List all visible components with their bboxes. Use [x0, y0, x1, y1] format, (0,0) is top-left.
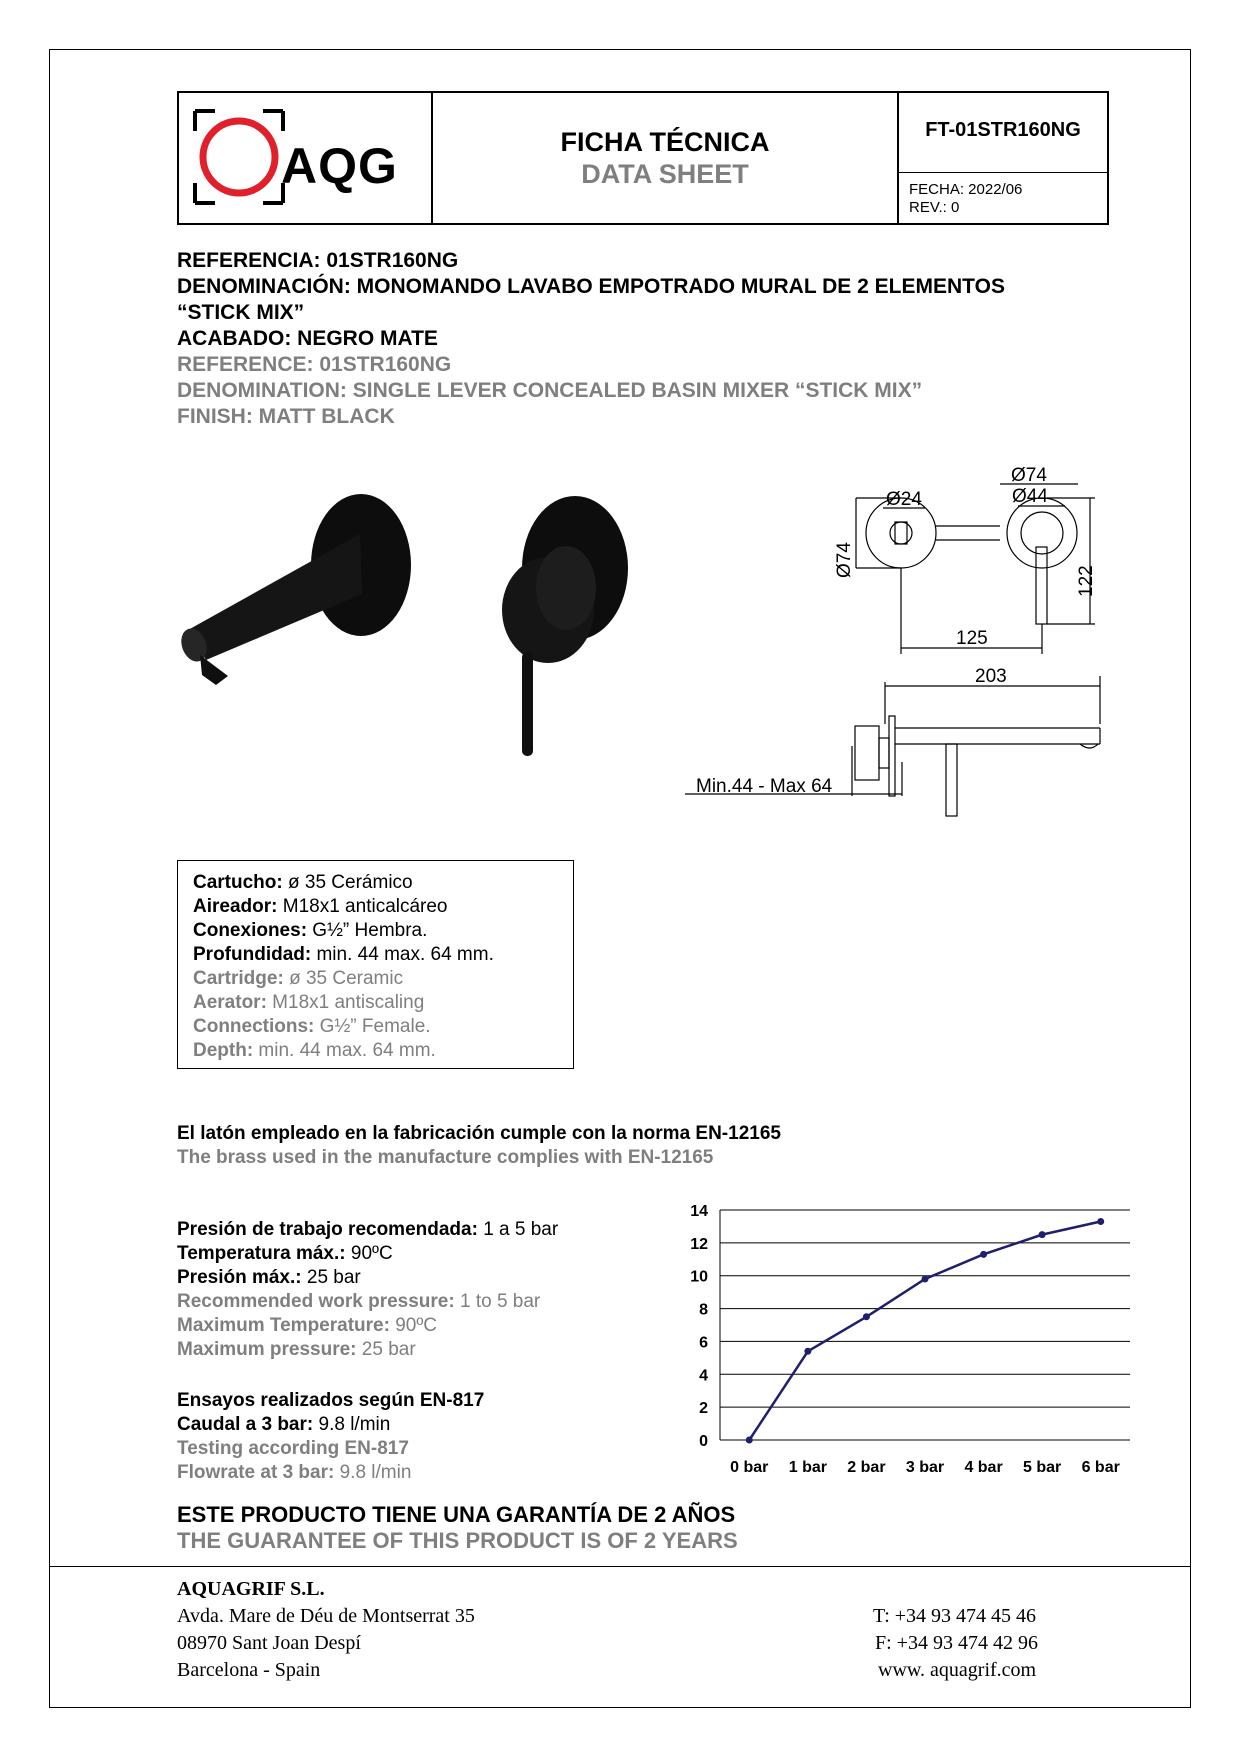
guarantee-es: ESTE PRODUCTO TIENE UNA GARANTÍA DE 2 AÑOS [177, 1502, 736, 1527]
logo-text: AQG [281, 138, 398, 194]
guarantee-en: THE GUARANTEE OF THIS PRODUCT IS OF 2 YEARS [177, 1528, 738, 1553]
address-line: Barcelona - Spain [177, 1659, 321, 1681]
x-tick-label: 3 bar [905, 1459, 945, 1476]
denomination-es: DENOMINACIÓN: MONOMANDO LAVABO EMPOTRADO MURAL DE 2 ELEMENTOS [177, 275, 1005, 298]
pressure-line: Temperatura máx.: 90ºC [177, 1243, 393, 1264]
dim-depth: Min.44 - Max 64 [696, 776, 833, 797]
pressure-line: Maximum Temperature: 90ºC [177, 1315, 438, 1336]
address-line: Avda. Mare de Déu de Montserrat 35 [177, 1605, 475, 1627]
dim-125: 125 [956, 628, 988, 649]
revision: REV.: 0 [909, 199, 960, 216]
logo-cell [179, 93, 433, 223]
spout-tube [188, 534, 362, 660]
header-table [177, 91, 1109, 225]
dim-d44: Ø44 [1012, 486, 1048, 507]
x-tick-label: 0 bar [730, 1459, 769, 1476]
technical-drawing [680, 462, 1120, 832]
y-tick-label: 6 [699, 1334, 708, 1352]
flow-chart [670, 1190, 1140, 1490]
pressure-line: Presión máx.: 25 bar [177, 1267, 361, 1288]
pressure-line: Maximum pressure: 25 bar [177, 1339, 416, 1360]
x-tick-label: 2 bar [847, 1459, 886, 1476]
y-tick-label: 12 [690, 1235, 708, 1253]
product-image [170, 490, 650, 790]
title-en: DATA SHEET [581, 159, 749, 189]
data-point [746, 1437, 753, 1444]
data-point [1097, 1218, 1104, 1225]
pressure-line: Recommended work pressure: 1 to 5 bar [177, 1291, 541, 1312]
reference-en: REFERENCE: 01STR160NG [177, 353, 452, 376]
denomination-es-cont: “STICK MIX” [177, 301, 305, 324]
y-tick-label: 4 [699, 1367, 708, 1385]
footer-divider [49, 1566, 1191, 1567]
title-es: FICHA TÉCNICA [560, 127, 770, 157]
address-line: 08970 Sant Joan Despí [177, 1632, 361, 1654]
mixer-lever [522, 652, 533, 756]
aqg-logo-mark [189, 107, 289, 207]
data-point [922, 1276, 929, 1283]
date: FECHA: 2022/06 [909, 181, 1023, 198]
tests-line: Ensayos realizados según EN-817 [177, 1390, 485, 1411]
dim-d24: Ø24 [886, 489, 922, 510]
dim-122: 122 [1076, 565, 1097, 597]
dim-d74-side: Ø74 [834, 542, 855, 578]
tests-line: Testing according EN-817 [177, 1438, 409, 1459]
spec-line: Aireador: M18x1 anticalcáreo [193, 896, 448, 917]
company-name: AQUAGRIF S.L. [177, 1578, 325, 1600]
y-tick-label: 8 [699, 1301, 708, 1319]
spec-line: Cartridge: ø 35 Ceramic [193, 968, 404, 989]
reference-es: REFERENCIA: 01STR160NG [177, 249, 459, 272]
y-tick-label: 10 [690, 1268, 708, 1286]
x-tick-label: 4 bar [964, 1459, 1003, 1476]
x-tick-label: 5 bar [1023, 1459, 1062, 1476]
finish-es: ACABADO: NEGRO MATE [177, 327, 438, 350]
brass-en: The brass used in the manufacture complies with EN-12165 [177, 1147, 714, 1168]
spec-line: Profundidad: min. 44 max. 64 mm. [193, 944, 494, 965]
dim-203: 203 [975, 666, 1007, 687]
tests-line: Flowrate at 3 bar: 9.8 l/min [177, 1462, 412, 1483]
spec-line: Conexiones: G½” Hembra. [193, 920, 428, 941]
y-tick-label: 2 [699, 1400, 708, 1418]
website: www. aquagrif.com [878, 1659, 1037, 1681]
data-point [804, 1348, 811, 1355]
y-tick-label: 14 [690, 1203, 708, 1220]
pressure-line: Presión de trabajo recomendada: 1 a 5 bar [177, 1219, 559, 1240]
spec-line: Aerator: M18x1 antiscaling [193, 992, 425, 1013]
y-tick-label: 0 [699, 1433, 708, 1450]
data-point [863, 1313, 870, 1320]
spec-line: Connections: G½” Female. [193, 1016, 431, 1037]
phone: T: +34 93 474 45 46 [873, 1605, 1037, 1627]
dim-d74-top: Ø74 [1011, 465, 1047, 486]
spec-line: Cartucho: ø 35 Cerámico [193, 872, 413, 893]
document-code: FT-01STR160NG [925, 119, 1081, 141]
brass-es: El latón empleado en la fabricación cumple con la norma EN-12165 [177, 1123, 781, 1144]
divider [899, 172, 1107, 173]
code-cell [899, 93, 1107, 223]
x-tick-label: 1 bar [788, 1459, 827, 1476]
denomination-en: DENOMINATION: SINGLE LEVER CONCEALED BASIN MIXER “STICK MIX” [177, 379, 923, 402]
spec-line: Depth: min. 44 max. 64 mm. [193, 1040, 436, 1061]
title-cell [433, 93, 899, 223]
data-point [980, 1251, 987, 1258]
x-tick-label: 6 bar [1081, 1459, 1120, 1476]
data-point [1039, 1231, 1046, 1238]
tests-line: Caudal a 3 bar: 9.8 l/min [177, 1414, 391, 1435]
finish-en: FINISH: MATT BLACK [177, 405, 395, 428]
fax: F: +34 93 474 42 96 [875, 1632, 1038, 1654]
specs-box [177, 860, 574, 1069]
